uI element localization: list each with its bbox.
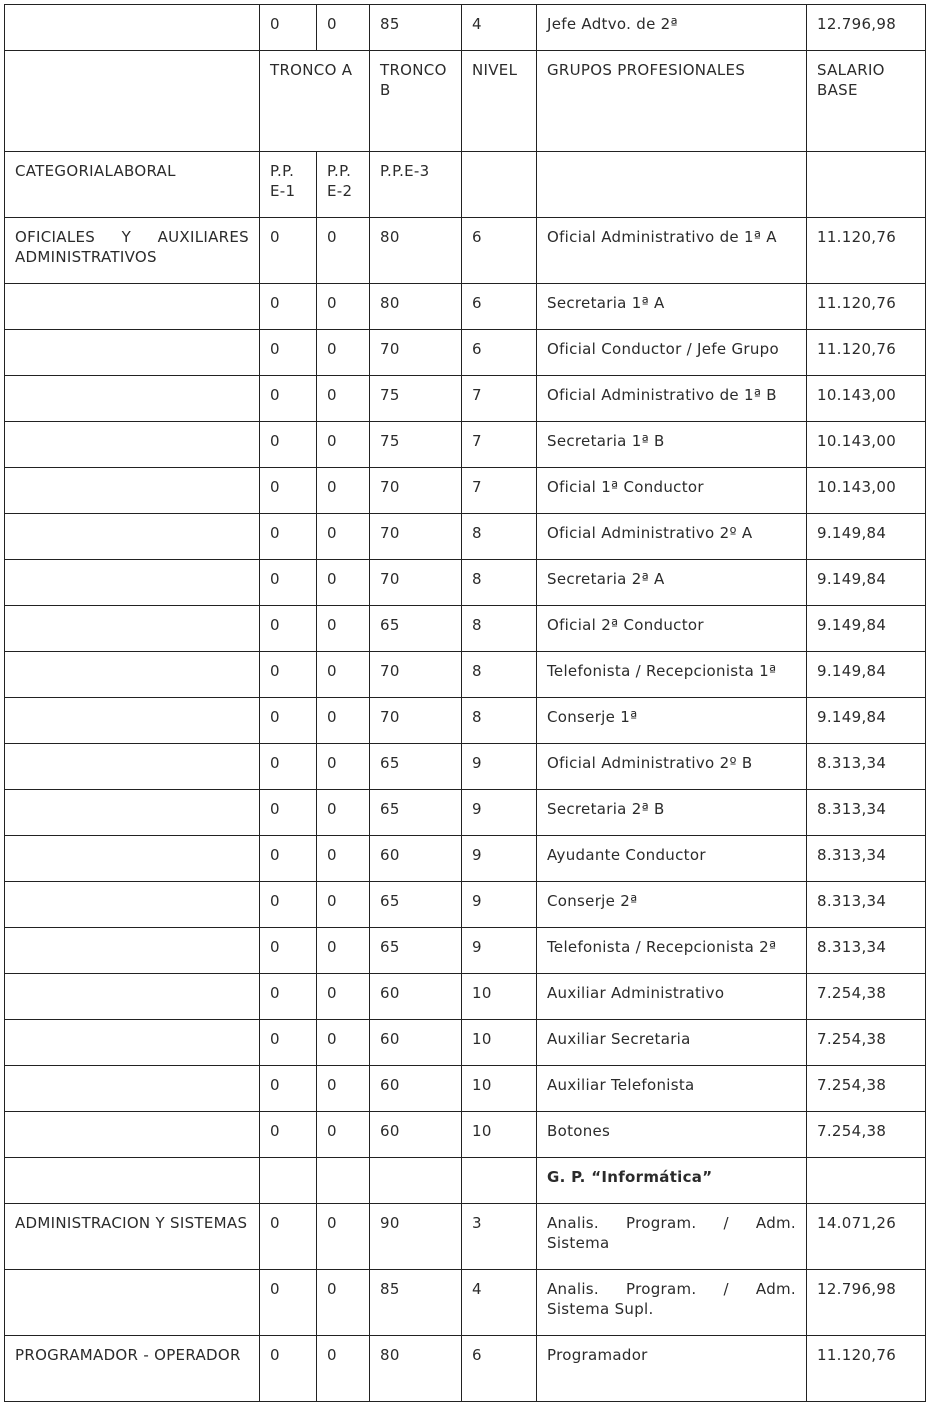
table-row xyxy=(5,1020,926,1066)
category-cell xyxy=(5,560,260,606)
ppe1-cell: 0 xyxy=(260,606,317,652)
salario-cell: 11.120,76 xyxy=(807,1336,926,1402)
ppe2-cell: 0 xyxy=(317,1112,370,1158)
salario-cell: 11.120,76 xyxy=(807,330,926,376)
table-row xyxy=(5,284,926,330)
table-row xyxy=(5,974,926,1020)
salario-cell: 7.254,38 xyxy=(807,1020,926,1066)
ppe2-cell: 0 xyxy=(317,652,370,698)
category-cell xyxy=(5,376,260,422)
ppe2-cell: 0 xyxy=(317,836,370,882)
nivel-cell: 8 xyxy=(462,514,537,560)
ppe3-cell: 80 xyxy=(370,1336,462,1402)
ppe3-cell: 90 xyxy=(370,1204,462,1270)
nivel-cell: 8 xyxy=(462,606,537,652)
salario-cell: 10.143,00 xyxy=(807,468,926,514)
ppe1-cell: 0 xyxy=(260,330,317,376)
empty-cell xyxy=(807,1158,926,1204)
header-row xyxy=(5,51,926,152)
header-ppe1: P.P. E-1 xyxy=(260,152,317,218)
category-cell: ADMINISTRACION Y SISTEMAS xyxy=(5,1204,260,1270)
table-row xyxy=(5,606,926,652)
salario-cell: 14.071,26 xyxy=(807,1204,926,1270)
empty-cell xyxy=(462,152,537,218)
header-grupos: GRUPOS PROFESIONALES xyxy=(537,51,807,152)
ppe1-cell: 0 xyxy=(260,974,317,1020)
category-cell xyxy=(5,606,260,652)
table-row xyxy=(5,218,926,284)
table-row xyxy=(5,698,926,744)
ppe3-cell: 60 xyxy=(370,1020,462,1066)
ppe1-cell: 0 xyxy=(260,560,317,606)
header-categoria: CATEGORIALABORAL xyxy=(5,152,260,218)
category-cell xyxy=(5,1020,260,1066)
nivel-cell: 8 xyxy=(462,652,537,698)
table-row xyxy=(5,468,926,514)
nivel-cell: 6 xyxy=(462,330,537,376)
salary-table xyxy=(4,4,926,1402)
table-row xyxy=(5,1204,926,1270)
ppe2-cell: 0 xyxy=(317,790,370,836)
header-tronco-a: TRONCO A xyxy=(260,51,370,152)
category-cell xyxy=(5,468,260,514)
nivel-cell: 4 xyxy=(462,1270,537,1336)
table-row xyxy=(5,330,926,376)
ppe2-cell: 0 xyxy=(317,974,370,1020)
salario-cell: 9.149,84 xyxy=(807,514,926,560)
category-cell xyxy=(5,422,260,468)
ppe1-cell: 0 xyxy=(260,376,317,422)
ppe1-cell: 0 xyxy=(260,1270,317,1336)
grupo-cell: Secretaria 2ª B xyxy=(537,790,807,836)
table-row xyxy=(5,882,926,928)
ppe1-cell: 0 xyxy=(260,218,317,284)
category-cell xyxy=(5,744,260,790)
category-cell xyxy=(5,1270,260,1336)
ppe3-cell: 75 xyxy=(370,422,462,468)
table-row xyxy=(5,376,926,422)
header-tronco-b: TRONCO B xyxy=(370,51,462,152)
table-row xyxy=(5,836,926,882)
subheader-row xyxy=(5,152,926,218)
category-cell: PROGRAMADOR - OPERADOR xyxy=(5,1336,260,1402)
ppe1-cell: 0 xyxy=(260,1066,317,1112)
category-cell xyxy=(5,974,260,1020)
grupo-cell: Oficial Administrativo 2º A xyxy=(537,514,807,560)
grupo-cell: Programador xyxy=(537,1336,807,1402)
salario-cell: 8.313,34 xyxy=(807,928,926,974)
ppe1-cell: 0 xyxy=(260,1204,317,1270)
category-cell xyxy=(5,928,260,974)
nivel-cell: 7 xyxy=(462,468,537,514)
ppe2-cell: 0 xyxy=(317,376,370,422)
header-ppe3: P.P.E-3 xyxy=(370,152,462,218)
grupo-cell: Oficial 1ª Conductor xyxy=(537,468,807,514)
ppe3-cell: 70 xyxy=(370,514,462,560)
table-row xyxy=(5,514,926,560)
category-cell xyxy=(5,1066,260,1112)
table-row xyxy=(5,422,926,468)
salario-cell: 10.143,00 xyxy=(807,376,926,422)
grupo-cell: Oficial Conductor / Jefe Grupo xyxy=(537,330,807,376)
grupo-cell: Jefe Adtvo. de 2ª xyxy=(537,5,807,51)
ppe3-cell: 75 xyxy=(370,376,462,422)
section-header-row xyxy=(5,1158,926,1204)
empty-cell xyxy=(317,1158,370,1204)
nivel-cell: 9 xyxy=(462,836,537,882)
ppe3-cell: 85 xyxy=(370,5,462,51)
header-ppe2: P.P. E-2 xyxy=(317,152,370,218)
grupo-cell: Oficial 2ª Conductor xyxy=(537,606,807,652)
nivel-cell: 9 xyxy=(462,790,537,836)
informatica-section-title: G. P. “Informática” xyxy=(537,1158,807,1204)
ppe3-cell: 70 xyxy=(370,652,462,698)
ppe3-cell: 70 xyxy=(370,698,462,744)
ppe3-cell: 60 xyxy=(370,974,462,1020)
empty-cell xyxy=(807,152,926,218)
ppe2-cell: 0 xyxy=(317,468,370,514)
nivel-cell: 3 xyxy=(462,1204,537,1270)
ppe3-cell: 70 xyxy=(370,560,462,606)
ppe1-cell: 0 xyxy=(260,468,317,514)
grupo-cell: Botones xyxy=(537,1112,807,1158)
ppe2-cell: 0 xyxy=(317,514,370,560)
salario-cell: 7.254,38 xyxy=(807,974,926,1020)
salario-cell: 7.254,38 xyxy=(807,1112,926,1158)
nivel-cell: 9 xyxy=(462,928,537,974)
category-cell: OFICIALES Y AUXILIARES ADMINISTRATIVOS xyxy=(5,218,260,284)
salario-cell: 9.149,84 xyxy=(807,560,926,606)
table-row xyxy=(5,1270,926,1336)
salario-cell: 12.796,98 xyxy=(807,5,926,51)
ppe1-cell: 0 xyxy=(260,652,317,698)
grupo-cell: Auxiliar Telefonista xyxy=(537,1066,807,1112)
ppe2-cell: 0 xyxy=(317,1204,370,1270)
category-cell xyxy=(5,284,260,330)
nivel-cell: 6 xyxy=(462,284,537,330)
ppe2-cell: 0 xyxy=(317,1020,370,1066)
table-row xyxy=(5,652,926,698)
ppe2-cell: 0 xyxy=(317,5,370,51)
ppe1-cell: 0 xyxy=(260,836,317,882)
ppe1-cell: 0 xyxy=(260,514,317,560)
ppe2-cell: 0 xyxy=(317,606,370,652)
salario-cell: 8.313,34 xyxy=(807,882,926,928)
table-row xyxy=(5,928,926,974)
salario-cell: 9.149,84 xyxy=(807,698,926,744)
empty-cell xyxy=(260,1158,317,1204)
ppe1-cell: 0 xyxy=(260,1112,317,1158)
nivel-cell: 10 xyxy=(462,1066,537,1112)
ppe3-cell: 60 xyxy=(370,836,462,882)
category-cell xyxy=(5,514,260,560)
grupo-cell: Analis. Program. / Adm. Sistema Supl. xyxy=(537,1270,807,1336)
grupo-cell: Conserje 2ª xyxy=(537,882,807,928)
grupo-cell: Oficial Administrativo de 1ª A xyxy=(537,218,807,284)
ppe1-cell: 0 xyxy=(260,928,317,974)
empty-cell xyxy=(5,1158,260,1204)
ppe2-cell: 0 xyxy=(317,882,370,928)
category-cell xyxy=(5,5,260,51)
ppe3-cell: 60 xyxy=(370,1066,462,1112)
ppe3-cell: 80 xyxy=(370,218,462,284)
table-row xyxy=(5,1066,926,1112)
ppe3-cell: 70 xyxy=(370,330,462,376)
ppe1-cell: 0 xyxy=(260,1336,317,1402)
ppe2-cell: 0 xyxy=(317,330,370,376)
ppe1-cell: 0 xyxy=(260,284,317,330)
ppe2-cell: 0 xyxy=(317,1066,370,1112)
nivel-cell: 7 xyxy=(462,376,537,422)
nivel-cell: 6 xyxy=(462,1336,537,1402)
empty-cell xyxy=(537,152,807,218)
ppe2-cell: 0 xyxy=(317,1270,370,1336)
ppe3-cell: 80 xyxy=(370,284,462,330)
grupo-cell: Oficial Administrativo de 1ª B xyxy=(537,376,807,422)
nivel-cell: 9 xyxy=(462,882,537,928)
category-cell xyxy=(5,51,260,152)
nivel-cell: 10 xyxy=(462,1112,537,1158)
header-nivel: NIVEL xyxy=(462,51,537,152)
salario-cell: 9.149,84 xyxy=(807,606,926,652)
salario-cell: 8.313,34 xyxy=(807,836,926,882)
empty-cell xyxy=(370,1158,462,1204)
nivel-cell: 7 xyxy=(462,422,537,468)
ppe2-cell: 0 xyxy=(317,218,370,284)
ppe2-cell: 0 xyxy=(317,698,370,744)
table-row xyxy=(5,790,926,836)
ppe2-cell: 0 xyxy=(317,928,370,974)
ppe2-cell: 0 xyxy=(317,744,370,790)
salario-cell: 11.120,76 xyxy=(807,284,926,330)
ppe3-cell: 65 xyxy=(370,882,462,928)
ppe1-cell: 0 xyxy=(260,882,317,928)
category-cell xyxy=(5,836,260,882)
salario-cell: 8.313,34 xyxy=(807,744,926,790)
grupo-cell: Telefonista / Recepcionista 1ª xyxy=(537,652,807,698)
ppe3-cell: 65 xyxy=(370,744,462,790)
ppe2-cell: 0 xyxy=(317,1336,370,1402)
table-row xyxy=(5,1336,926,1402)
category-cell xyxy=(5,698,260,744)
category-cell xyxy=(5,1112,260,1158)
empty-cell xyxy=(462,1158,537,1204)
grupo-cell: Conserje 1ª xyxy=(537,698,807,744)
table-row xyxy=(5,5,926,51)
nivel-cell: 4 xyxy=(462,5,537,51)
grupo-cell: Ayudante Conductor xyxy=(537,836,807,882)
ppe3-cell: 65 xyxy=(370,928,462,974)
ppe1-cell: 0 xyxy=(260,790,317,836)
ppe2-cell: 0 xyxy=(317,422,370,468)
grupo-cell: Analis. Program. / Adm. Sistema xyxy=(537,1204,807,1270)
ppe1-cell: 0 xyxy=(260,422,317,468)
salario-cell: 8.313,34 xyxy=(807,790,926,836)
grupo-cell: Auxiliar Administrativo xyxy=(537,974,807,1020)
category-cell xyxy=(5,790,260,836)
ppe2-cell: 0 xyxy=(317,560,370,606)
nivel-cell: 6 xyxy=(462,218,537,284)
salario-cell: 7.254,38 xyxy=(807,1066,926,1112)
ppe3-cell: 85 xyxy=(370,1270,462,1336)
nivel-cell: 8 xyxy=(462,698,537,744)
ppe3-cell: 65 xyxy=(370,790,462,836)
table-row xyxy=(5,744,926,790)
ppe1-cell: 0 xyxy=(260,744,317,790)
salario-cell: 11.120,76 xyxy=(807,218,926,284)
nivel-cell: 10 xyxy=(462,974,537,1020)
ppe3-cell: 60 xyxy=(370,1112,462,1158)
nivel-cell: 8 xyxy=(462,560,537,606)
nivel-cell: 9 xyxy=(462,744,537,790)
grupo-cell: Secretaria 1ª A xyxy=(537,284,807,330)
ppe1-cell: 0 xyxy=(260,698,317,744)
category-cell xyxy=(5,330,260,376)
category-cell xyxy=(5,652,260,698)
grupo-cell: Oficial Administrativo 2º B xyxy=(537,744,807,790)
salario-cell: 12.796,98 xyxy=(807,1270,926,1336)
ppe1-cell: 0 xyxy=(260,1020,317,1066)
ppe3-cell: 65 xyxy=(370,606,462,652)
salario-cell: 9.149,84 xyxy=(807,652,926,698)
header-salario: SALARIO BASE xyxy=(807,51,926,152)
ppe3-cell: 70 xyxy=(370,468,462,514)
table-row xyxy=(5,1112,926,1158)
ppe2-cell: 0 xyxy=(317,284,370,330)
grupo-cell: Telefonista / Recepcionista 2ª xyxy=(537,928,807,974)
grupo-cell: Secretaria 2ª A xyxy=(537,560,807,606)
grupo-cell: Auxiliar Secretaria xyxy=(537,1020,807,1066)
grupo-cell: Secretaria 1ª B xyxy=(537,422,807,468)
salario-cell: 10.143,00 xyxy=(807,422,926,468)
table-row xyxy=(5,560,926,606)
ppe1-cell: 0 xyxy=(260,5,317,51)
nivel-cell: 10 xyxy=(462,1020,537,1066)
category-cell xyxy=(5,882,260,928)
